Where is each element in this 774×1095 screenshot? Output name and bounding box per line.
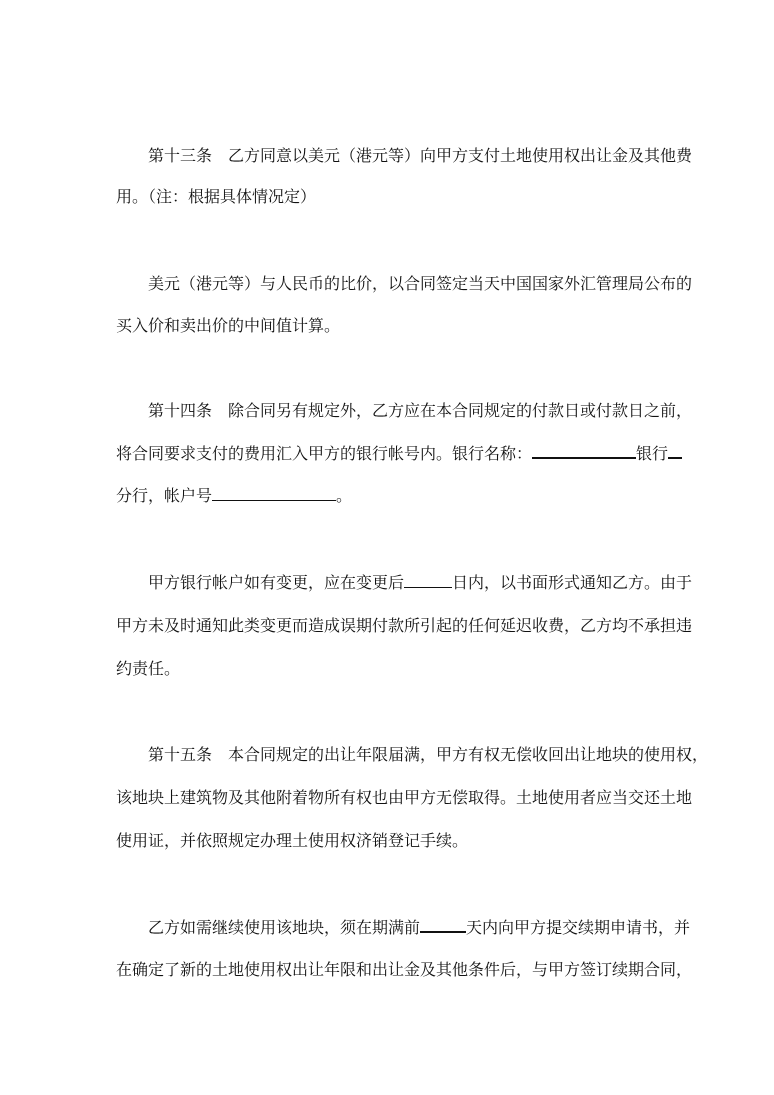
change-line-1 <box>116 569 693 597</box>
art14-label: 第十四条 <box>148 401 213 420</box>
renew-line-2: 在确定了新的土地使用权出让年限和出让金及其他条件后，与甲方签订续期合同， <box>116 960 693 979</box>
art14-line-2-text: 将合同要求支付的费用汇入甲方的银行帐号内。银行名称： <box>116 444 533 463</box>
art14-line-2 <box>116 439 669 467</box>
art15-line-3: 使用证，并依照规定办理土使用权济销登记手续。 <box>116 831 469 850</box>
art15-line-2: 该地块上建筑物及其他附着物所有权也由甲方无偿取得。土地使用者应当交还土地 <box>116 788 693 807</box>
art14-line-3 <box>116 482 664 510</box>
art14-line-1 <box>116 397 693 425</box>
bank-name-blank <box>532 439 636 459</box>
branch-blank <box>668 439 682 459</box>
change-line-2: 甲方未及时通知此类变更而造成误期付款所引起的任何延迟收费，乙方均不承担违 <box>116 616 693 635</box>
art13-line-2: 用。（注：根据具体情况定） <box>116 187 317 206</box>
rate-line-2: 买入价和卖出价的中间值计算。 <box>116 316 341 335</box>
art15-text: 本合同规定的出让年限届满，甲方有权无偿收回出让地块的使用权， <box>228 745 709 764</box>
change-line-1-b: 日内，以书面形式通知乙方。由于 <box>452 573 693 592</box>
renew-line-1-a: 乙方如需继续使用该地块，须在期满前 <box>148 918 421 937</box>
art13-label: 第十三条 <box>148 146 213 165</box>
account-number-blank <box>212 482 336 501</box>
art14-line-3-text: 分行，帐户号 <box>116 486 213 505</box>
rate-line-1: 美元（港元等）与人民币的比价，以合同签定当天中国国家外汇管理局公布的 <box>148 274 693 293</box>
art14-text: 除合同另有规定外，乙方应在本合同规定的付款日或付款日之前， <box>228 401 693 420</box>
art15-label: 第十五条 <box>148 745 213 764</box>
renew-days-blank <box>420 913 466 933</box>
art14-line-3-end: 。 <box>336 486 353 505</box>
change-line-1-a: 甲方银行帐户如有变更，应在变更后 <box>148 573 405 592</box>
days-blank <box>404 569 452 588</box>
art13-line-1 <box>116 142 693 170</box>
bank-label: 银行 <box>636 444 669 463</box>
renew-line-1 <box>116 913 691 941</box>
art13-text: 乙方同意以美元（港元等）向甲方支付土地使用权出让金及其他费 <box>228 146 693 165</box>
change-line-3: 约责任。 <box>116 659 181 678</box>
art15-line-1 <box>116 741 709 769</box>
renew-line-1-b: 天内向甲方提交续期申请书，并 <box>466 918 691 937</box>
